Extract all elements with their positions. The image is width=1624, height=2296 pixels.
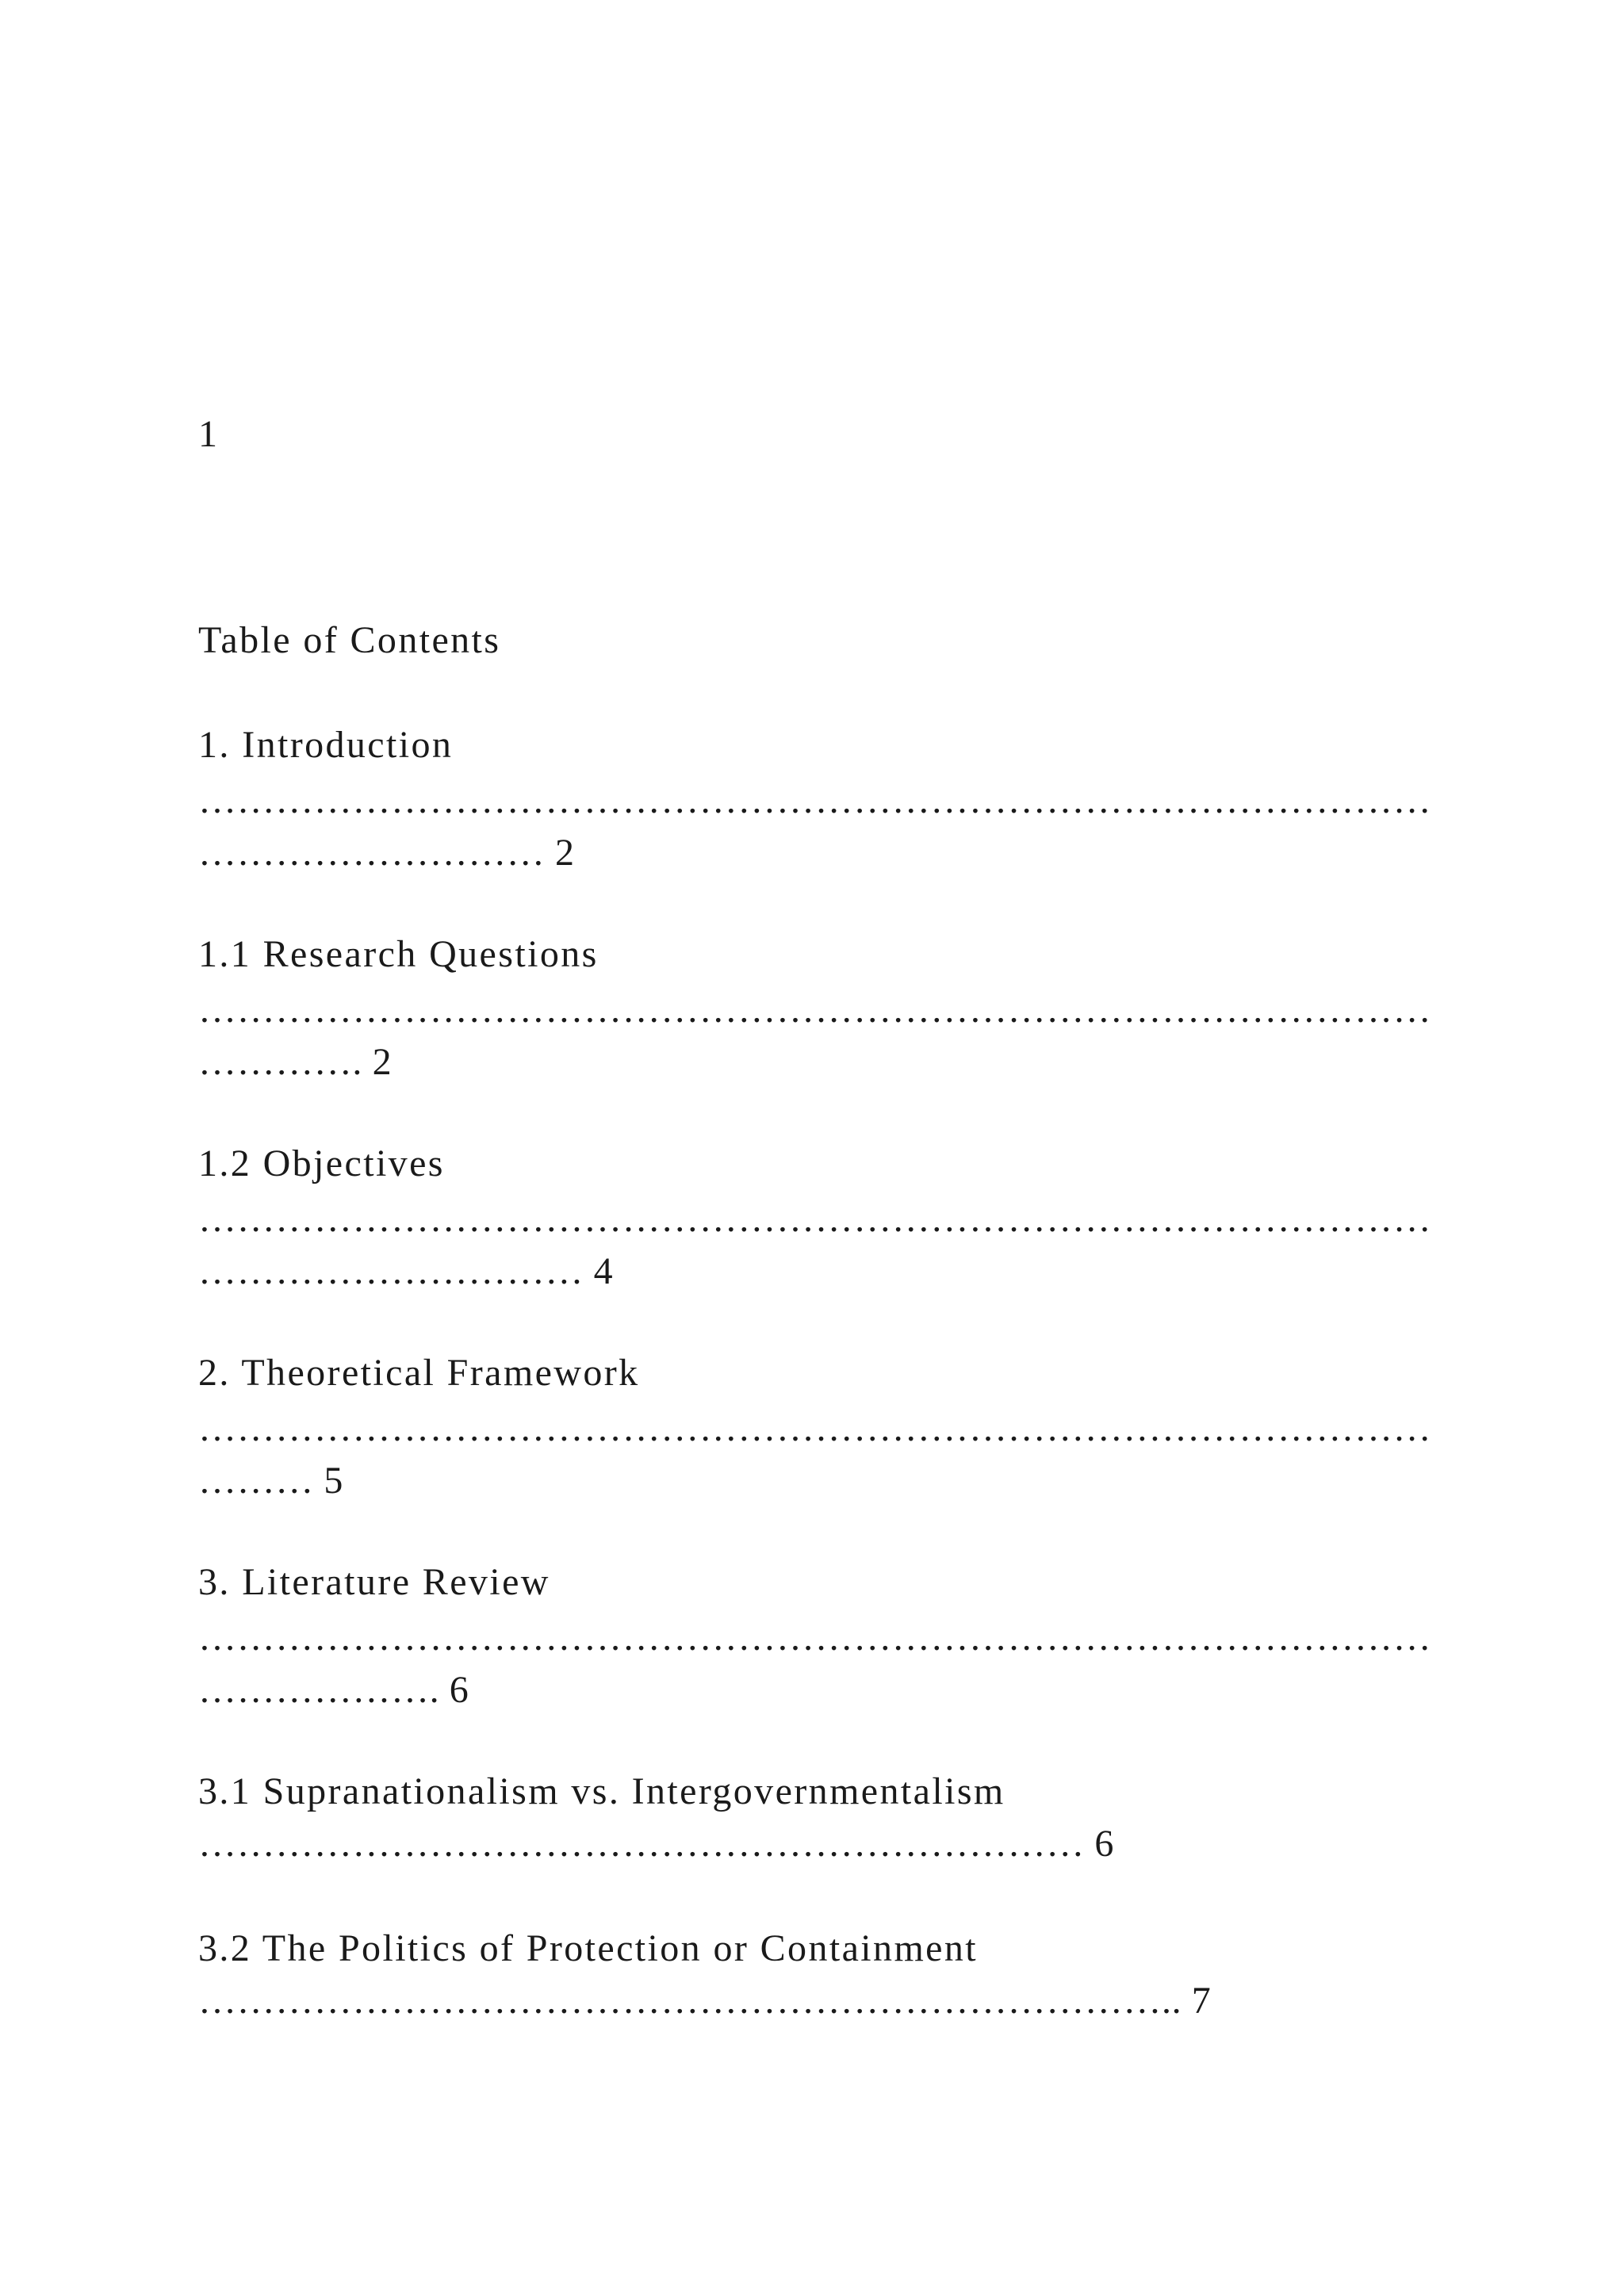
toc-entry-research-questions-title: 1.1 Research Questions [198, 933, 599, 975]
toc-entry-politics-of-protection-title: 3.2 The Politics of Protection or Containment [198, 1927, 979, 1969]
toc-entry-supranationalism-page: …………………………………………………………… 6 [198, 1823, 1114, 1865]
toc-entry-supranationalism-title: 3.1 Supranationalism vs. Intergovernmentalism [198, 1770, 1005, 1812]
toc-entry-objectives-title: 1.2 Objectives [198, 1142, 445, 1184]
toc-entry-research-questions-leader: …………………………………………………………………………………… [198, 989, 1432, 1031]
toc-entry-introduction-leader: …………………………………………………………………………………… [198, 779, 1432, 821]
toc-entry-objectives-leader: …………………………………………………………………………………… [198, 1198, 1432, 1240]
page-number: 1 [198, 413, 220, 455]
toc-entry-theoretical-framework-page: ……… 5 [198, 1460, 343, 1502]
toc-entry-literature-review-title: 3. Literature Review [198, 1561, 550, 1603]
toc-entry-research-questions-page: …………. 2 [198, 1041, 393, 1083]
toc-entry-objectives-page: ………………………… 4 [198, 1250, 614, 1292]
toc-entry-literature-review-leader: …………………………………………………………………………………… [198, 1617, 1432, 1659]
toc-entry-politics-of-protection-page: ………………………………………………………………….. 7 [198, 1980, 1212, 2022]
toc-entry-introduction-title: 1. Introduction [198, 724, 454, 766]
toc-entry-theoretical-framework-leader: …………………………………………………………………………………… [198, 1407, 1432, 1449]
toc-entry-literature-review-page: ………………. 6 [198, 1669, 469, 1711]
toc-title: Table of Contents [198, 619, 501, 661]
toc-entry-introduction-page: ……………………… 2 [198, 832, 575, 874]
toc-entry-theoretical-framework-title: 2. Theoretical Framework [198, 1352, 640, 1394]
